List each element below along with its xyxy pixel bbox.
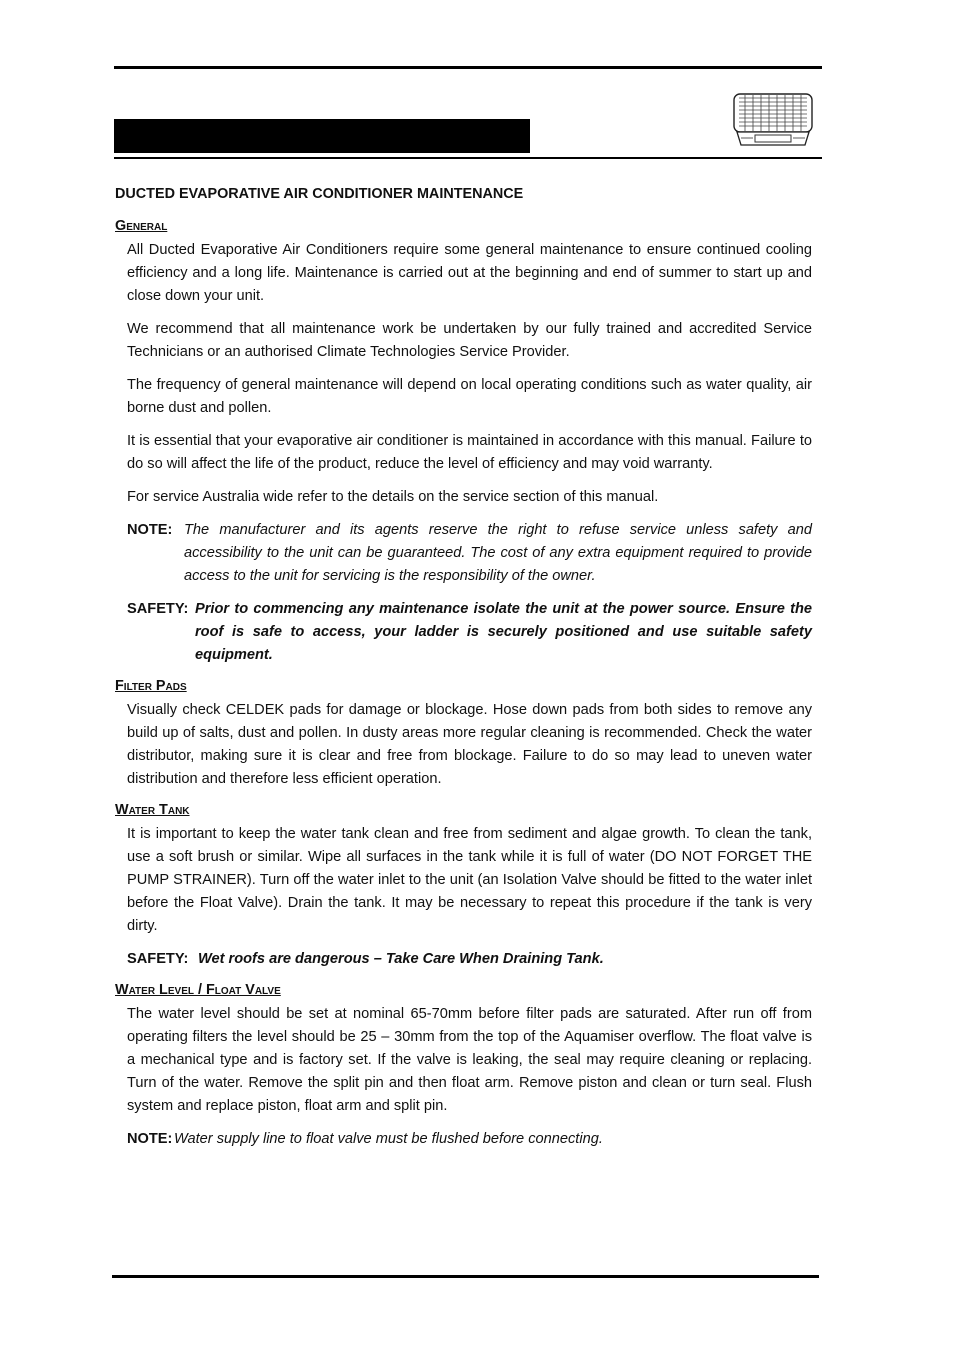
section-heading-water-level: Water Level / Float Valve — [115, 982, 281, 998]
page-content — [115, 183, 812, 1161]
water-level-note — [127, 1128, 812, 1151]
general-paragraph-1: All Ducted Evaporative Air Conditioners require some general maintenance to ensure continued cooling efficiency and a long life. Maintenance is carried out at the beginning and end of summer to start up and close down your unit. — [127, 242, 812, 304]
note-label: NOTE: — [127, 1131, 173, 1147]
filter-pads-paragraph: Visually check CELDEK pads for damage or blockage. Hose down pads from both sides to remove any build up of salts, dust and pollen. In dusty areas more regular cleaning is recommended. Check the water distributor, making sure it is clear and free from blockage. Failure to do so may lead to uneven water distribution and therefore less efficient operation. — [127, 702, 812, 787]
general-paragraph-5: For service Australia wide refer to the details on the service section of this manual. — [127, 489, 659, 505]
water-tank-safety-warning — [127, 948, 812, 971]
page-title: DUCTED EVAPORATIVE AIR CONDITIONER MAINTENANCE — [115, 186, 524, 202]
general-safety-warning — [127, 598, 812, 667]
general-note — [127, 519, 812, 588]
header-top-rule — [114, 66, 822, 69]
section-heading-filter-pads: Filter Pads — [115, 678, 187, 694]
section-heading-general: General — [115, 218, 168, 234]
note-label: NOTE: — [127, 522, 173, 538]
water-tank-paragraph: It is important to keep the water tank clean and free from sediment and algae growth. To clean the tank, use a soft brush or similar. Wipe all surfaces in the tank while it is full of water (DO NOT FORGET THE PUMP STRAINER). Turn off the water inlet to the unit (an Isolation Valve should be fitted to the water inlet before the Float Valve). Drain the tank. It may be necessary to repeat this procedure if the tank is very dirty. — [127, 826, 812, 934]
header-title-band — [114, 119, 530, 153]
general-paragraph-2: We recommend that all maintenance work be undertaken by our fully trained and accredited Service Technicians or an authorised Climate Technologies Service Provider. — [127, 321, 812, 360]
safety-text: Wet roofs are dangerous – Take Care When Draining Tank. — [198, 951, 604, 967]
note-text: The manufacturer and its agents reserve the right to refuse service unless safety and accessibility to the unit can be guaranteed. The cost of any extra equipment required to provide access to the unit for servicing is the responsibility of the owner. — [184, 522, 812, 584]
evaporative-cooler-unit-illustration — [731, 89, 815, 149]
footer-rule — [112, 1275, 819, 1278]
header-bottom-rule — [114, 157, 822, 159]
general-paragraph-3: The frequency of general maintenance will depend on local operating conditions such as water quality, air borne dust and pollen. — [127, 377, 812, 416]
water-level-paragraph: The water level should be set at nominal 65-70mm before filter pads are saturated. After run off from operating filters the level should be 25 – 30mm from the top of the Aquamiser overflow. The float valve is a mechanical type and is factory set. If the valve is leaking, the seal may require cleaning or replacing. Turn of the water. Remove the split pin and then float arm. Remove piston and clean or turn seal. Flush system and replace piston, float arm and split pin. — [127, 1006, 812, 1114]
safety-label: SAFETY: — [127, 601, 189, 617]
safety-label: SAFETY: — [127, 951, 189, 967]
general-paragraph-4: It is essential that your evaporative air conditioner is maintained in accordance with this manual. Failure to do so will affect the life of the product, reduce the level of efficiency and may void warranty. — [127, 433, 812, 472]
section-heading-water-tank: Water Tank — [115, 802, 190, 818]
note-text: Water supply line to float valve must be flushed before connecting. — [174, 1131, 603, 1147]
safety-text: Prior to commencing any maintenance isolate the unit at the power source. Ensure the roof is safe to access, your ladder is securely positioned and use suitable safety equipment. — [195, 601, 812, 663]
